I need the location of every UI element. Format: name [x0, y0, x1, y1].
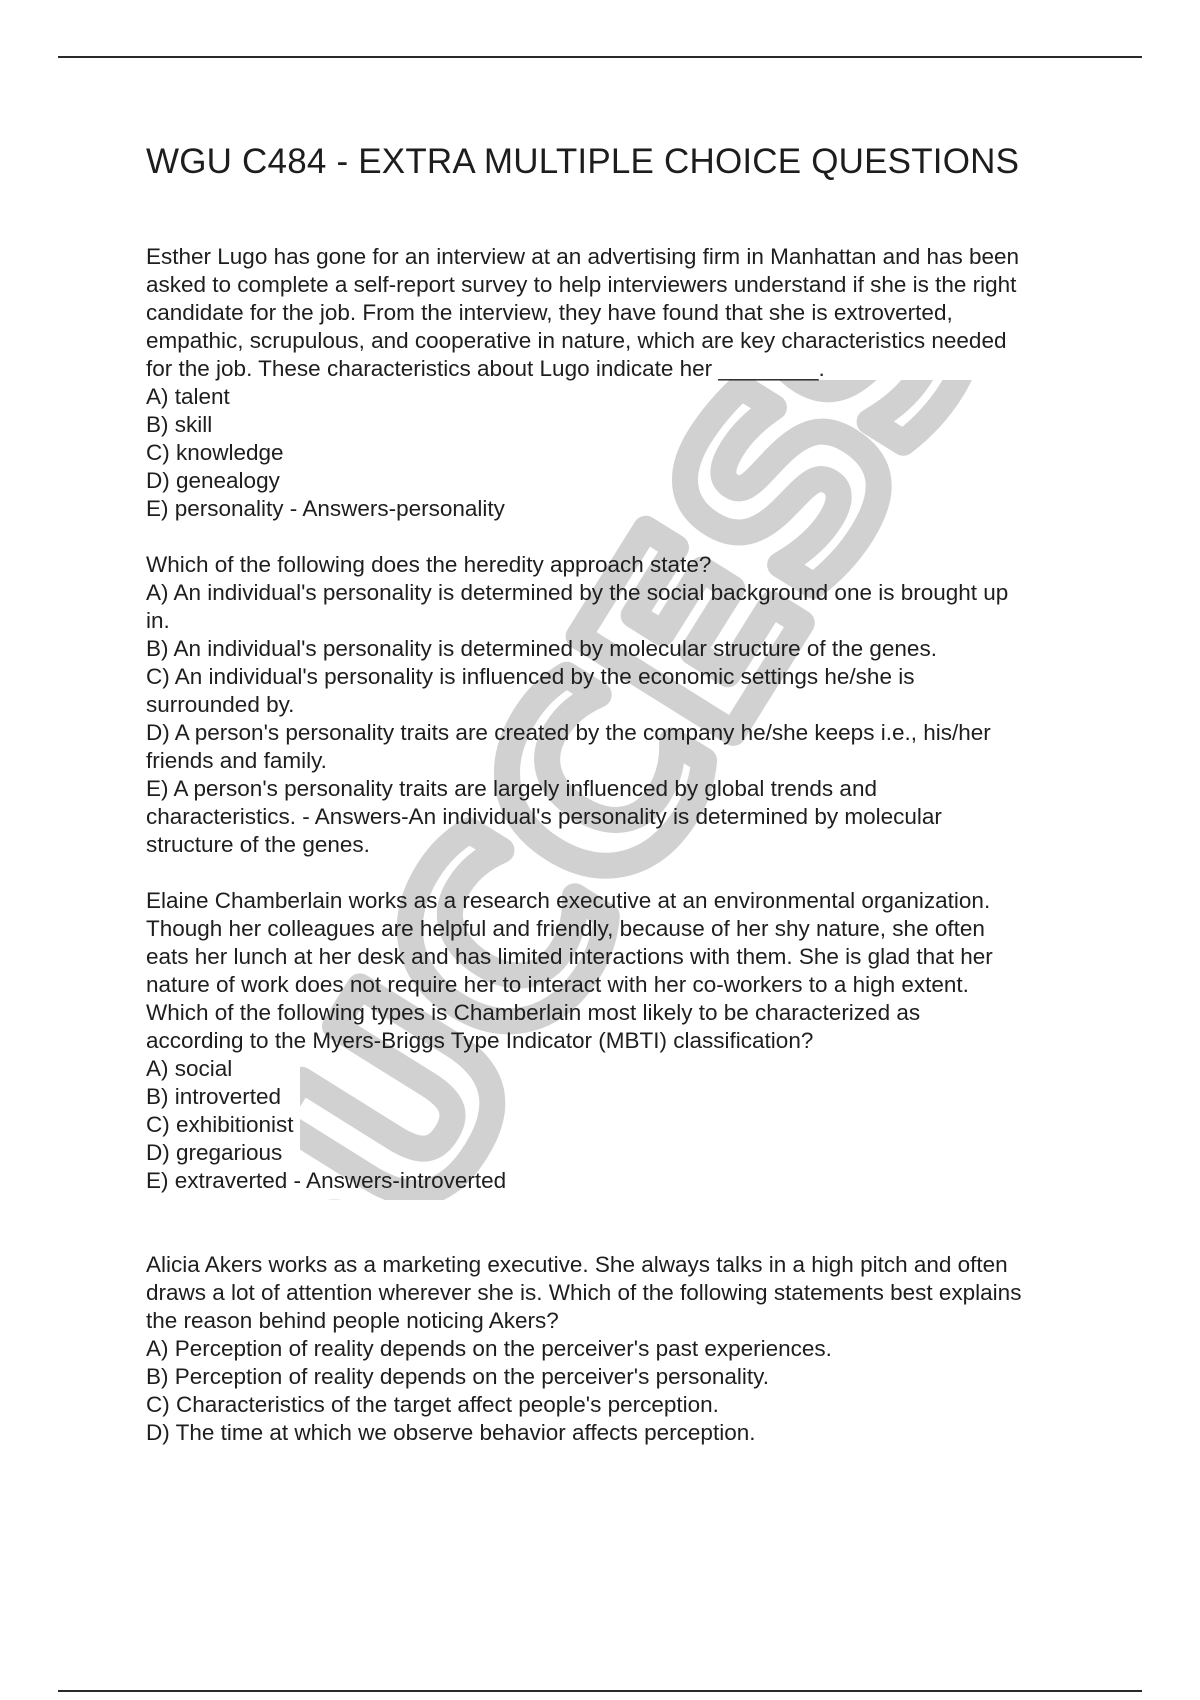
question-line: Though her colleagues are helpful and friendly, because of her shy nature, she often — [146, 916, 985, 941]
answer-option: A) talent — [146, 384, 230, 409]
question-list — [146, 243, 1096, 1447]
watermark-text: SUCCESS — [300, 380, 1020, 1200]
answer-option: surrounded by. — [146, 692, 295, 717]
document-title: WGU C484 - EXTRA MULTIPLE CHOICE QUESTIONS — [146, 142, 1020, 181]
answer-option: B) introverted — [146, 1084, 282, 1109]
question-3 — [146, 887, 1096, 1195]
answer-option: B) skill — [146, 412, 213, 437]
answer-option: A) social — [146, 1056, 233, 1081]
question-line: Alicia Akers works as a marketing executive. She always talks in a high pitch and often — [146, 1252, 1008, 1277]
answer-option: D) A person's personality traits are created by the company he/she keeps i.e., his/her — [146, 720, 991, 745]
answer-option: D) genealogy — [146, 468, 280, 493]
answer-option: D) gregarious — [146, 1140, 283, 1165]
top-divider — [58, 56, 1142, 58]
answer-option: E) A person's personality traits are largely influenced by global trends and — [146, 776, 877, 801]
answer-option: characteristics. - Answers-An individual's personality is determined by molecular — [146, 804, 942, 829]
answer-option: A) An individual's personality is determined by the social background one is brought up — [146, 580, 1009, 605]
question-line: asked to complete a self-report survey to help interviewers understand if she is the right — [146, 272, 1017, 297]
question-line: Esther Lugo has gone for an interview at an advertising firm in Manhattan and has been — [146, 244, 1020, 269]
answer-option: C) Characteristics of the target affect people's perception. — [146, 1392, 719, 1417]
answer-option: friends and family. — [146, 748, 327, 773]
answer-option: C) An individual's personality is influenced by the economic settings he/she is — [146, 664, 915, 689]
question-line: candidate for the job. From the interview, they have found that she is extroverted, — [146, 300, 953, 325]
question-line: according to the Myers-Briggs Type Indicator (MBTI) classification? — [146, 1028, 814, 1053]
question-line: Elaine Chamberlain works as a research executive at an environmental organization. — [146, 888, 991, 913]
question-line: empathic, scrupulous, and cooperative in nature, which are key characteristics needed — [146, 328, 1007, 353]
answer-option: B) Perception of reality depends on the perceiver's personality. — [146, 1364, 769, 1389]
question-1 — [146, 243, 1096, 523]
question-line: for the job. These characteristics about Lugo indicate her ________. — [146, 356, 825, 381]
answer-option: D) The time at which we observe behavior affects perception. — [146, 1420, 756, 1445]
answer-option: B) An individual's personality is determined by molecular structure of the genes. — [146, 636, 937, 661]
question-line: eats her lunch at her desk and has limited interactions with them. She is glad that her — [146, 944, 993, 969]
answer-option: in. — [146, 608, 170, 633]
answer-option: E) personality - Answers-personality — [146, 496, 505, 521]
question-line: the reason behind people noticing Akers? — [146, 1308, 559, 1333]
bottom-divider — [58, 1690, 1142, 1692]
answer-option: E) extraverted - Answers-introverted — [146, 1168, 507, 1193]
answer-option: A) Perception of reality depends on the perceiver's past experiences. — [146, 1336, 832, 1361]
question-line: nature of work does not require her to interact with her co-workers to a high extent. — [146, 972, 969, 997]
answer-option: C) exhibitionist — [146, 1112, 294, 1137]
answer-option: C) knowledge — [146, 440, 284, 465]
question-line: draws a lot of attention wherever she is. Which of the following statements best explains — [146, 1280, 1022, 1305]
question-2 — [146, 551, 1096, 859]
answer-option: structure of the genes. — [146, 832, 370, 857]
question-line: Which of the following does the heredity approach state? — [146, 552, 712, 577]
question-line: Which of the following types is Chamberlain most likely to be characterized as — [146, 1000, 921, 1025]
question-4 — [146, 1251, 1096, 1447]
